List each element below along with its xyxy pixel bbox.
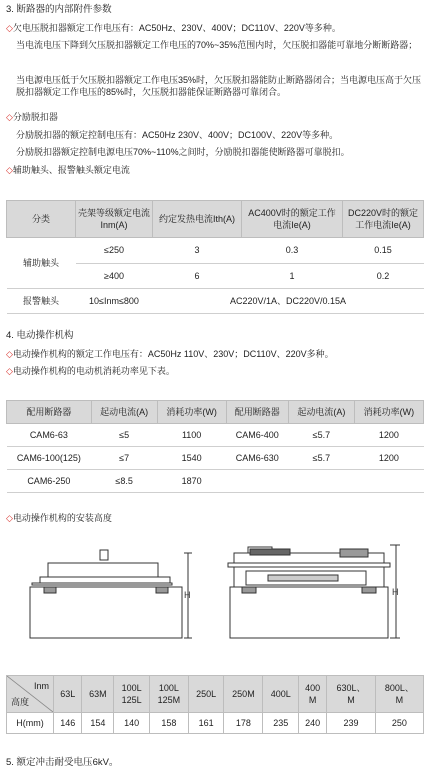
alarm-label: 报警触头 xyxy=(7,289,76,314)
install-height-heading: ◇电动操作机构的安装高度 xyxy=(6,513,112,523)
table-header: DC220V时的额定工作电流Ie(A) xyxy=(343,201,424,238)
table-header: 消耗功率(W) xyxy=(354,401,423,424)
installation-drawing xyxy=(20,535,420,650)
table-row: 辅助触头 ≤250 3 0.3 0.15 xyxy=(7,238,424,264)
section-5-title: 5. 额定冲击耐受电压6kV。 xyxy=(6,757,119,768)
table-header: 配用断路器 xyxy=(226,401,288,424)
table-row: CAM6-100(125) ≤7 1540 CAM6-630 ≤5.7 1200 xyxy=(7,447,424,470)
motor-para-2: ◇电动操作机构的电动机消耗功率见下表。 xyxy=(6,366,175,376)
undervoltage-para-2: 当电源电压低于欠压脱扣器额定工作电压35%时，欠压脱扣器能防止断路器闭合；当电源电压高于欠压脱扣器额定工作电压的85%时，欠压脱扣器能保证断路器可靠闭合。 xyxy=(16,75,422,98)
diamond-icon: ◇ xyxy=(6,165,13,175)
installation-height-table xyxy=(6,675,424,734)
right-breaker-body xyxy=(230,587,388,638)
table-header: AC400V时的额定工作电流Ie(A) xyxy=(242,201,343,238)
table-header: 配用断路器 xyxy=(7,401,92,424)
column-header: 800L、 M xyxy=(375,676,423,713)
table-row: CAM6-63 ≤5 1100 CAM6-400 ≤5.7 1200 xyxy=(7,424,424,447)
table-header: 消耗功率(W) xyxy=(157,401,226,424)
section-4-title: 4. 电动操作机构 xyxy=(6,330,74,341)
shunt-para-2: 分励脱扣器额定控制电源电压70%~110%之间时，分励脱扣器能使断路器可靠脱扣。 xyxy=(16,147,350,157)
diamond-icon: ◇ xyxy=(6,23,13,33)
diamond-icon: ◇ xyxy=(6,366,13,376)
motor-para-1: ◇电动操作机构的额定工作电压有：AC50Hz 110V、230V；DC110V、220V多种。 xyxy=(6,349,334,359)
section-3-title: 3. 断路器的内部附件参数 xyxy=(6,4,112,15)
row-label: H(mm) xyxy=(7,713,54,734)
table-header: 分类 xyxy=(7,201,76,238)
undervoltage-heading: ◇欠电压脱扣器额定工作电压有：AC50Hz、230V、400V；DC110V、220V等多种。 xyxy=(6,23,341,33)
aux-heading: ◇辅助触头、报警触头额定电流 xyxy=(6,165,130,175)
shunt-heading: ◇分励脱扣器 xyxy=(6,112,58,122)
shunt-para-1: 分励脱扣器的额定控制电压有：AC50Hz 230V、400V；DC100V、220V等多种。 xyxy=(16,130,339,140)
column-header: 250M xyxy=(224,676,263,713)
column-header: 400L xyxy=(263,676,299,713)
table-header-row xyxy=(7,676,424,713)
table-header: 约定发热电流Ith(A) xyxy=(153,201,242,238)
table-row: H(mm) 146 154 140 158 161 178 235 240 239 250 xyxy=(7,713,424,734)
table-header: 起动电流(A) xyxy=(91,401,157,424)
column-header: 100L 125M xyxy=(149,676,188,713)
undervoltage-para-1: 当电流电压下降到欠压脱扣器额定工作电压的70%~35%范围内时，欠压脱扣器能可靠地分断断路器； xyxy=(16,40,418,50)
column-header: 63M xyxy=(82,676,114,713)
diamond-icon: ◇ xyxy=(6,513,13,523)
left-motor-top xyxy=(48,563,158,577)
table-header: 起动电流(A) xyxy=(288,401,354,424)
left-handle xyxy=(100,550,108,560)
column-header: 400 M xyxy=(298,676,326,713)
corner-cell: Inm 高度 xyxy=(7,676,54,713)
column-header: 630L、 M xyxy=(327,676,375,713)
table-header: 壳架等级额定电流Inm(A) xyxy=(76,201,153,238)
table-row: CAM6-250 ≤8.5 1870 xyxy=(7,470,424,493)
diamond-icon: ◇ xyxy=(6,349,13,359)
column-header: 100L 125L xyxy=(114,676,150,713)
column-header: 250L xyxy=(188,676,224,713)
diamond-icon: ◇ xyxy=(6,112,13,122)
left-breaker-body xyxy=(30,587,182,638)
dim-label-left: H xyxy=(184,590,191,600)
left-motor-body xyxy=(40,577,170,583)
motor-power-table xyxy=(6,400,424,493)
table-row: ≥400 6 1 0.2 xyxy=(7,263,424,289)
aux-label: 辅助触头 xyxy=(7,238,76,289)
table-row: 报警触头 10≤Inm≤800 AC220V/1A、DC220V/0.15A xyxy=(7,289,424,314)
dim-label-right: H xyxy=(392,587,399,597)
column-header: 63L xyxy=(54,676,82,713)
aux-contact-table xyxy=(6,200,424,314)
